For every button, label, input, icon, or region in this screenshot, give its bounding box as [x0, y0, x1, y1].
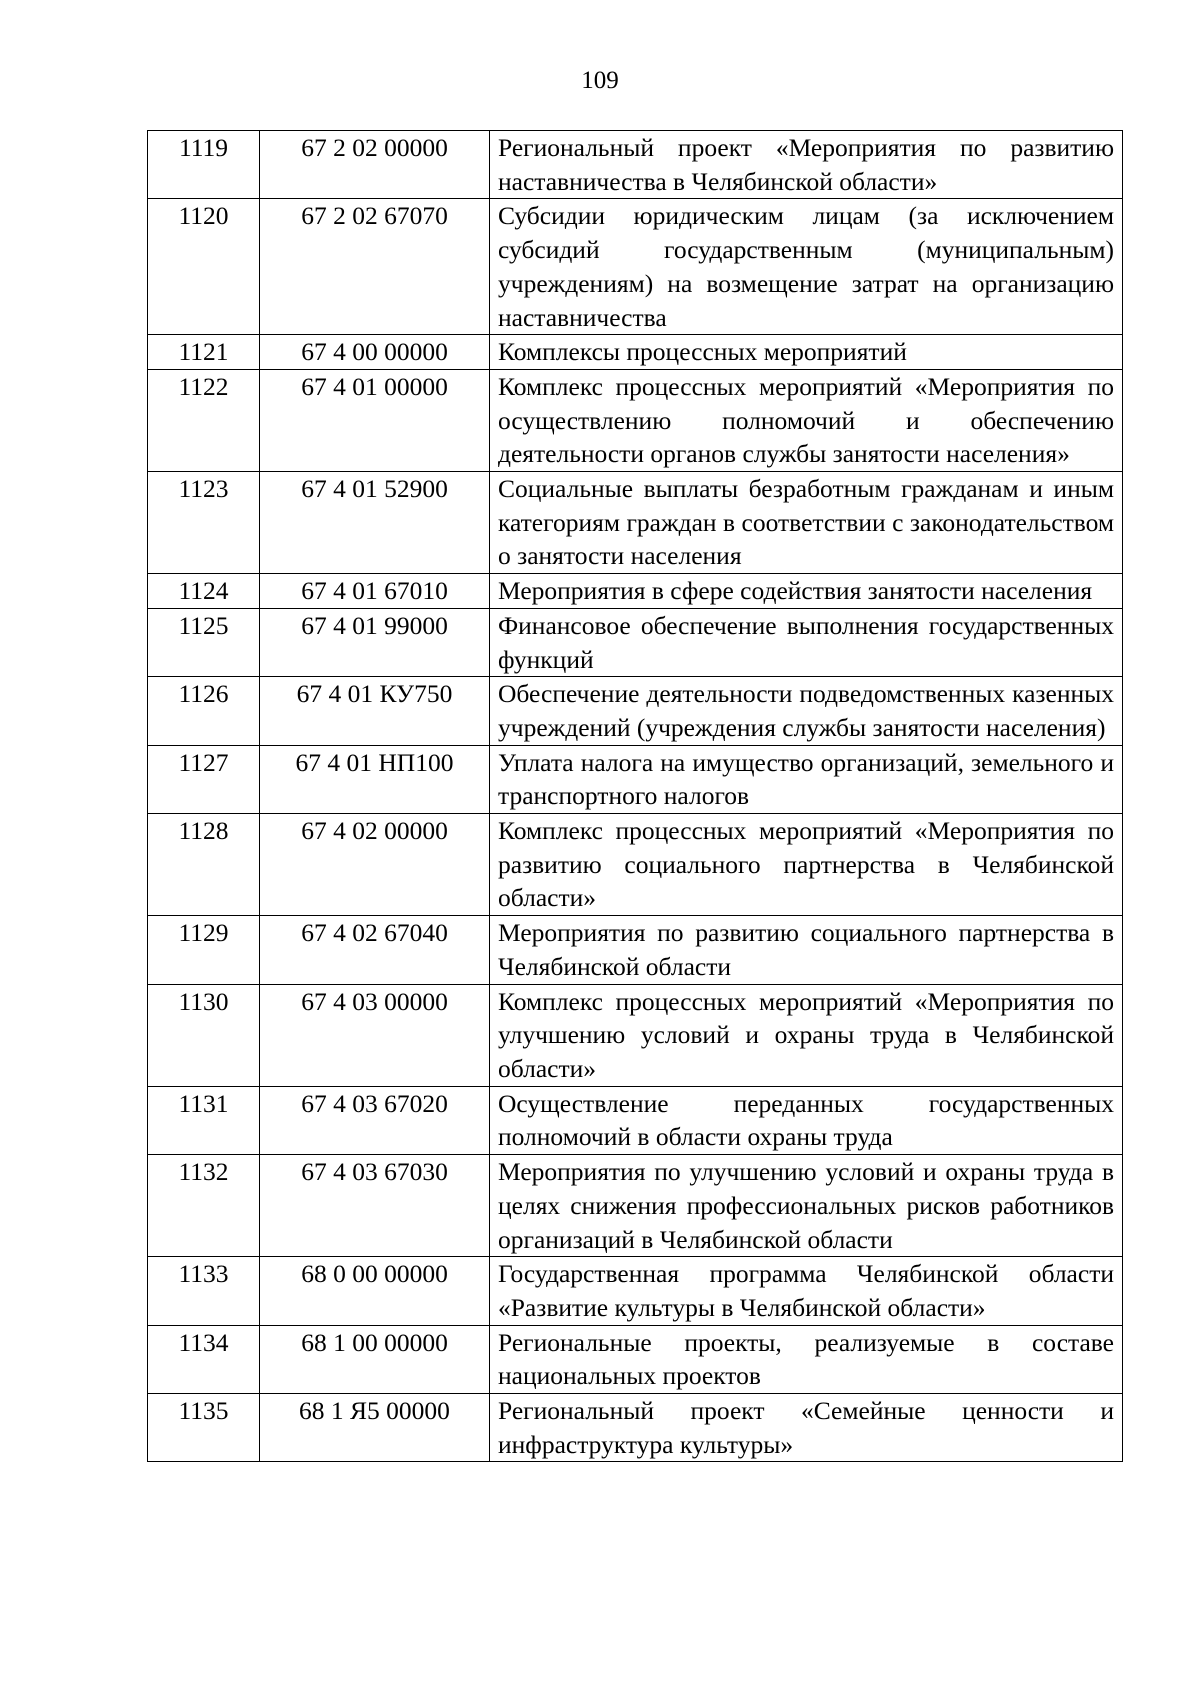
classification-code-cell: 67 4 01 КУ750: [260, 677, 490, 745]
description-cell: Региональный проект «Мероприятия по развитию наставничества в Челябинской области»: [490, 131, 1123, 199]
table-row: [148, 1086, 1123, 1154]
table-row: [148, 199, 1123, 335]
table-row: [148, 574, 1123, 609]
table-row: [148, 1155, 1123, 1257]
row-number-cell: 1121: [148, 335, 260, 370]
description-cell: Социальные выплаты безработным гражданам и иным категориям граждан в соответствии с законодательством о занятости населения: [490, 472, 1123, 574]
description-cell: Субсидии юридическим лицам (за исключением субсидий государственным (муниципальным) учреждениям) на возмещение затрат на организацию наставничества: [490, 199, 1123, 335]
row-number-cell: 1134: [148, 1325, 260, 1393]
classification-code-cell: 67 4 03 67030: [260, 1155, 490, 1257]
classification-code-cell: 67 4 02 00000: [260, 814, 490, 916]
description-cell: Мероприятия в сфере содействия занятости населения: [490, 574, 1123, 609]
description-cell: Комплекс процессных мероприятий «Мероприятия по осуществлению полномочий и обеспечению деятельности органов службы занятости населения»: [490, 369, 1123, 471]
classification-code-cell: 67 4 02 67040: [260, 916, 490, 984]
row-number-cell: 1123: [148, 472, 260, 574]
classification-code-cell: 67 4 01 67010: [260, 574, 490, 609]
row-number-cell: 1119: [148, 131, 260, 199]
description-cell: Региональный проект «Семейные ценности и инфраструктура культуры»: [490, 1394, 1123, 1462]
table-row: [148, 984, 1123, 1086]
table-row: [148, 916, 1123, 984]
row-number-cell: 1125: [148, 608, 260, 676]
budget-codes-table: [147, 130, 1123, 1462]
row-number-cell: 1122: [148, 369, 260, 471]
classification-code-cell: 67 4 03 00000: [260, 984, 490, 1086]
description-cell: Уплата налога на имущество организаций, земельного и транспортного налогов: [490, 745, 1123, 813]
description-cell: Мероприятия по развитию социального партнерства в Челябинской области: [490, 916, 1123, 984]
table-row: [148, 335, 1123, 370]
description-cell: Обеспечение деятельности подведомственных казенных учреждений (учреждения службы занятости населения): [490, 677, 1123, 745]
description-cell: Осуществление переданных государственных полномочий в области охраны труда: [490, 1086, 1123, 1154]
classification-code-cell: 67 4 00 00000: [260, 335, 490, 370]
row-number-cell: 1132: [148, 1155, 260, 1257]
row-number-cell: 1128: [148, 814, 260, 916]
row-number-cell: 1127: [148, 745, 260, 813]
classification-code-cell: 67 4 01 00000: [260, 369, 490, 471]
table-row: [148, 472, 1123, 574]
row-number-cell: 1124: [148, 574, 260, 609]
classification-code-cell: 68 1 00 00000: [260, 1325, 490, 1393]
classification-code-cell: 67 4 01 99000: [260, 608, 490, 676]
classification-code-cell: 67 2 02 67070: [260, 199, 490, 335]
table-row: [148, 1394, 1123, 1462]
table-row: [148, 677, 1123, 745]
row-number-cell: 1120: [148, 199, 260, 335]
classification-code-cell: 67 4 03 67020: [260, 1086, 490, 1154]
description-cell: Комплекс процессных мероприятий «Мероприятия по развитию социального партнерства в Челябинской области»: [490, 814, 1123, 916]
table-row: [148, 745, 1123, 813]
row-number-cell: 1129: [148, 916, 260, 984]
table-body: [148, 131, 1123, 1462]
table-row: [148, 131, 1123, 199]
classification-code-cell: 67 4 01 НП100: [260, 745, 490, 813]
description-cell: Комплексы процессных мероприятий: [490, 335, 1123, 370]
classification-code-cell: 68 0 00 00000: [260, 1257, 490, 1325]
row-number-cell: 1126: [148, 677, 260, 745]
row-number-cell: 1131: [148, 1086, 260, 1154]
description-cell: Мероприятия по улучшению условий и охраны труда в целях снижения профессиональных рисков работников организаций в Челябинской области: [490, 1155, 1123, 1257]
table-row: [148, 814, 1123, 916]
classification-code-cell: 68 1 Я5 00000: [260, 1394, 490, 1462]
description-cell: Финансовое обеспечение выполнения государственных функций: [490, 608, 1123, 676]
description-cell: Государственная программа Челябинской области «Развитие культуры в Челябинской области»: [490, 1257, 1123, 1325]
row-number-cell: 1130: [148, 984, 260, 1086]
row-number-cell: 1135: [148, 1394, 260, 1462]
description-cell: Комплекс процессных мероприятий «Мероприятия по улучшению условий и охраны труда в Челябинской области»: [490, 984, 1123, 1086]
table-row: [148, 608, 1123, 676]
table-row: [148, 1257, 1123, 1325]
classification-code-cell: 67 2 02 00000: [260, 131, 490, 199]
row-number-cell: 1133: [148, 1257, 260, 1325]
table-row: [148, 369, 1123, 471]
page-number: 109: [581, 67, 619, 94]
table-row: [148, 1325, 1123, 1393]
classification-code-cell: 67 4 01 52900: [260, 472, 490, 574]
description-cell: Региональные проекты, реализуемые в составе национальных проектов: [490, 1325, 1123, 1393]
